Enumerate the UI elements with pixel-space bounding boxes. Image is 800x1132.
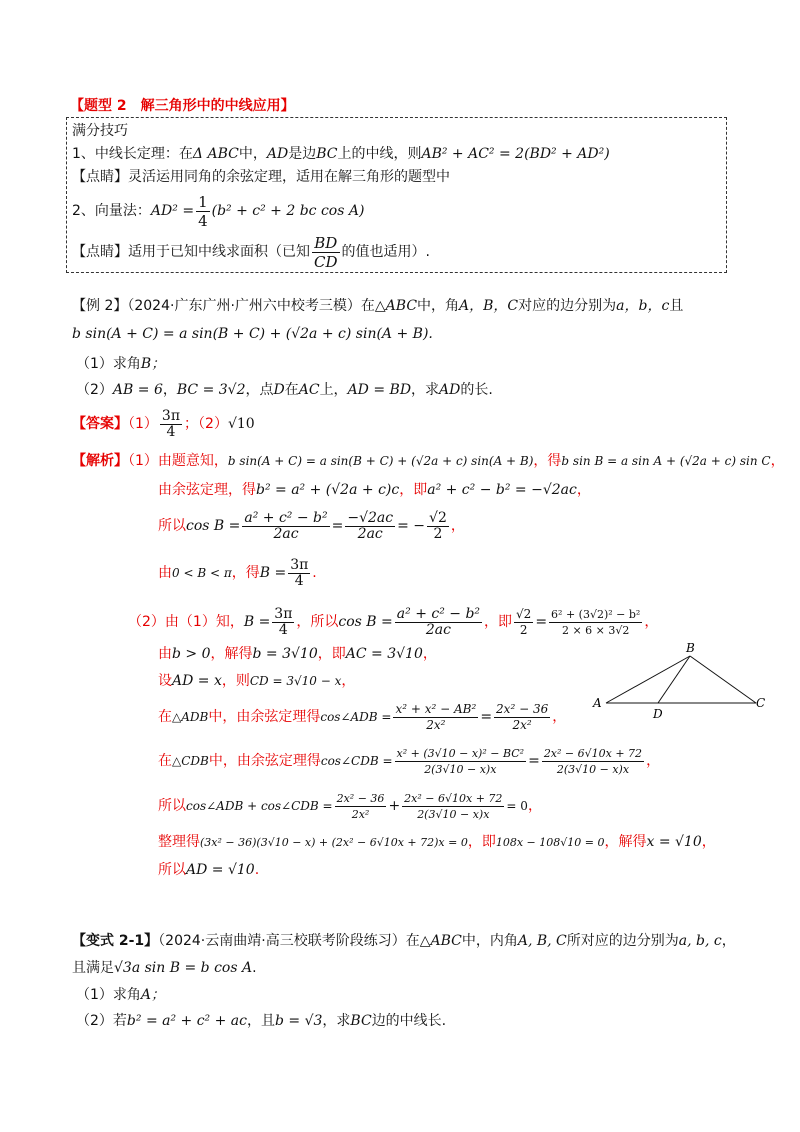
- fraction-quarter: $\frac{1}{4}$: [198, 192, 208, 230]
- solution-part2-step-6: 所以cos∠ADB + cos∠CDB = $\frac{\text{2x² − 36}}{\text{2x²}}$ + $\frac{\text{2x² − 6√10x + 72}}{2(3√10 - x)x}$ = 0，: [158, 791, 542, 821]
- answer-line: 【答案】（1） $\frac{3\pi}{4}$ ；（2）√10: [72, 407, 255, 440]
- solution-part2-step-1: （2）由（1）知，B = $\frac{3\pi}{4}$ ，所以cos B = $\frac{\text{a² + c² − b²}}{2ac}$ ，即 $\frac{√2}{2}$ = $\frac{\text{6² + (3√2)² − b²}}{2 \times 6 \times 3√2}$ ，: [128, 605, 659, 638]
- vertex-label-b: B: [686, 641, 695, 655]
- edge-ab: [606, 656, 690, 703]
- box-tip-2: 【点睛】适用于已知中线求面积（已知 $\frac{BD}{CD}$ 的值也适用）.: [72, 233, 430, 271]
- midline-formula: AB² + AC² = 2(BD² + AD²): [421, 146, 610, 162]
- example-condition: b sin(A + C) = a sin(B + C) + (√2a + c) sin(A + B).: [72, 326, 433, 342]
- example-question-2: （2）AB = 6，BC = 3√2，点D在AC上，AD = BD，求AD的长.: [76, 382, 493, 398]
- edge-bd: [658, 656, 690, 703]
- example-heading: 【例 2】（2024·广东广州·广州六中校考三模）在△ABC中，角A，B，C对应的边分别为a，b，c且: [72, 298, 684, 314]
- solution-part2-step-8: 所以AD = √10.: [158, 862, 260, 878]
- variant-condition: 且满足√3a sin B = b cos A.: [72, 960, 257, 976]
- triangle-figure: [588, 640, 768, 720]
- solution-step-1: 【解析】（1）由题意知，b sin(A + C) = a sin(B + C) + (√2a + c) sin(A + B)，得b sin B = a sin A + (√2a + c) sin C，: [72, 453, 785, 469]
- edge-bc: [690, 656, 756, 703]
- section-title: 【题型 2 解三角形中的中线应用】: [70, 98, 295, 114]
- solution-step-2: 由余弦定理，得b² = a² + (√2a + c)c，即a² + c² − b² = −√2ac，: [158, 482, 591, 498]
- vertex-label-d: D: [653, 707, 663, 720]
- solution-part2-step-5: 在△CDB中，由余弦定理得cos∠CDB = $\frac{\text{x² + (3√10 − x)² − BC²}}{2(3√10 - x)x}$ = $\frac{\text{2x² − 6√10x + 72}}{2(3√10 - x)x}$ ，: [158, 746, 661, 776]
- solution-part2-step-7: 整理得(3x² − 36)(3√10 − x) + (2x² − 6√10x + 72)x = 0，即108x − 108√10 = 0，解得x = √10，: [158, 834, 716, 850]
- solution-part2-step-2: 由b > 0，解得b = 3√10，即AC = 3√10，: [158, 646, 437, 662]
- solution-part2-step-4: 在△ADB中，由余弦定理得cos∠ADB = $\frac{\text{x² + x² − AB²}}{\text{2x²}}$ = $\frac{\text{2x² − 36}}{\text{2x²}}$ ，: [158, 701, 567, 732]
- vertex-label-c: C: [756, 696, 766, 710]
- vertex-label-a: A: [593, 696, 602, 710]
- example-question-1: （1）求角B；: [76, 356, 166, 372]
- fraction-bd-cd: $\frac{BD}{CD}$: [314, 233, 338, 271]
- variant-question-2: （2）若b² = a² + c² + ac，且b = √3，求BC边的中线长.: [76, 1013, 447, 1029]
- box-heading: 满分技巧: [72, 123, 128, 139]
- solution-step-3: 所以cos B = $\frac{\text{a² + c² − b²}}{2ac}$ = $\frac{-√2ac}{2ac}$ = − $\frac{√2}{2}$ ，: [158, 509, 465, 542]
- box-item-1: 1、中线长定理：在Δ ABC中，AD是边BC上的中线，则AB² + AC² = 2(BD² + AD²): [72, 146, 610, 162]
- box-item-2: 2、向量法：AD² = $\frac{1}{4}$ (b² + c² + 2 bc cos A): [72, 192, 365, 230]
- box-tip-1: 【点睛】灵活运用同角的余弦定理，适用在解三角形的题型中: [72, 169, 450, 185]
- variant-question-1: （1）求角A；: [76, 987, 166, 1003]
- solution-part2-step-3: 设AD = x，则CD = 3√10 − x，: [158, 673, 356, 689]
- solution-step-4: 由0 < B < π，得B = $\frac{3\pi}{4}$ .: [158, 556, 317, 589]
- variant-heading: 【变式 2-1】（2024·云南曲靖·高三校联考阶段练习）在△ABC中，内角A, B, C所对应的边分别为a, b, c，: [72, 933, 736, 949]
